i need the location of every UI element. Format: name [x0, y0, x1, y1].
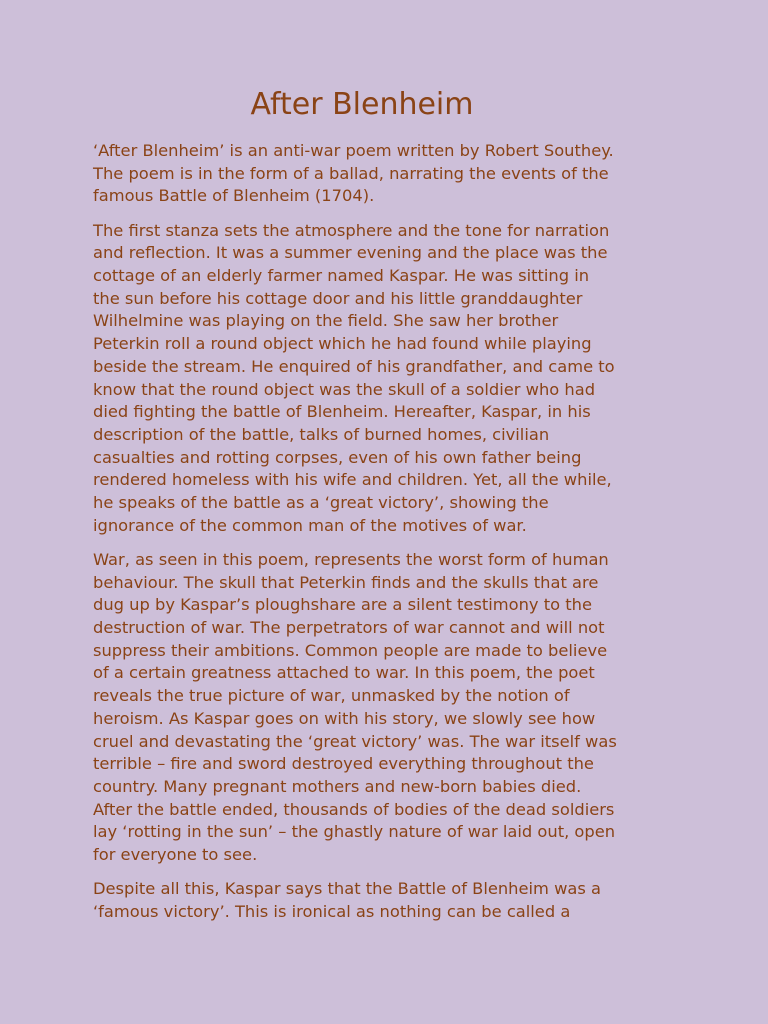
text-line: cruel and devastating the ‘great victory’ was. The war itself was: [93, 731, 617, 751]
text-line: cottage of an elderly farmer named Kaspar. He was sitting in: [93, 266, 590, 286]
text-line: country. Many pregnant mothers and new-born babies died.: [93, 776, 582, 796]
text-line: casualties and rotting corpses, even of his own father being: [93, 447, 582, 467]
text-line: for everyone to see.: [93, 845, 258, 865]
text-line: Despite all this, Kaspar says that the Battle of Blenheim was a: [93, 879, 601, 899]
text-line: the sun before his cottage door and his little granddaughter: [93, 288, 583, 308]
text-line: dug up by Kaspar’s ploughshare are a silent testimony to the: [93, 595, 592, 615]
text-line: The first stanza sets the atmosphere and the tone for narration: [93, 220, 610, 240]
text-line: reveals the true picture of war, unmasked by the notion of: [93, 686, 570, 706]
text-line: behaviour. The skull that Peterkin finds and the skulls that are: [93, 572, 599, 592]
text-line: lay ‘rotting in the sun’ – the ghastly nature of war laid out, open: [93, 822, 616, 842]
text-line: heroism. As Kaspar goes on with his story, we slowly see how: [93, 708, 596, 728]
page-title: After Blenheim: [250, 87, 474, 122]
paragraph: [93, 140, 683, 208]
text-line: of a certain greatness attached to war. In this poem, the poet: [93, 663, 595, 683]
text-line: he speaks of the battle as a ‘great victory’, showing the: [93, 493, 549, 513]
text-line: terrible – fire and sword destroyed everything throughout the: [93, 754, 594, 774]
text-line: War, as seen in this poem, represents the worst form of human: [93, 549, 609, 569]
document-body: [93, 140, 683, 935]
text-line: died fighting the battle of Blenheim. Hereafter, Kaspar, in his: [93, 402, 591, 422]
text-line: Wilhelmine was playing on the field. She saw her brother: [93, 311, 559, 331]
text-line: Peterkin roll a round object which he had found while playing: [93, 334, 592, 354]
paragraph: [93, 220, 683, 538]
text-line: destruction of war. The perpetrators of war cannot and will not: [93, 618, 605, 638]
text-line: know that the round object was the skull of a soldier who had: [93, 379, 596, 399]
text-line: beside the stream. He enquired of his grandfather, and came to: [93, 356, 615, 376]
text-line: ‘famous victory’. This is ironical as nothing can be called a: [93, 902, 571, 921]
text-line: ‘After Blenheim’ is an anti-war poem written by Robert Southey.: [93, 141, 614, 160]
text-line: After the battle ended, thousands of bodies of the dead soldiers: [93, 799, 615, 819]
text-line: suppress their ambitions. Common people are made to believe: [93, 640, 608, 660]
text-line: The poem is in the form of a ballad, narrating the events of the: [93, 163, 609, 183]
paragraph: [93, 549, 683, 867]
text-line: ignorance of the common man of the motives of war.: [93, 515, 527, 535]
paragraph: [93, 878, 683, 923]
text-line: description of the battle, talks of burned homes, civilian: [93, 424, 550, 444]
text-line: famous Battle of Blenheim (1704).: [93, 186, 375, 206]
text-line: and reflection. It was a summer evening and the place was the: [93, 243, 608, 263]
text-line: rendered homeless with his wife and children. Yet, all the while,: [93, 470, 612, 490]
